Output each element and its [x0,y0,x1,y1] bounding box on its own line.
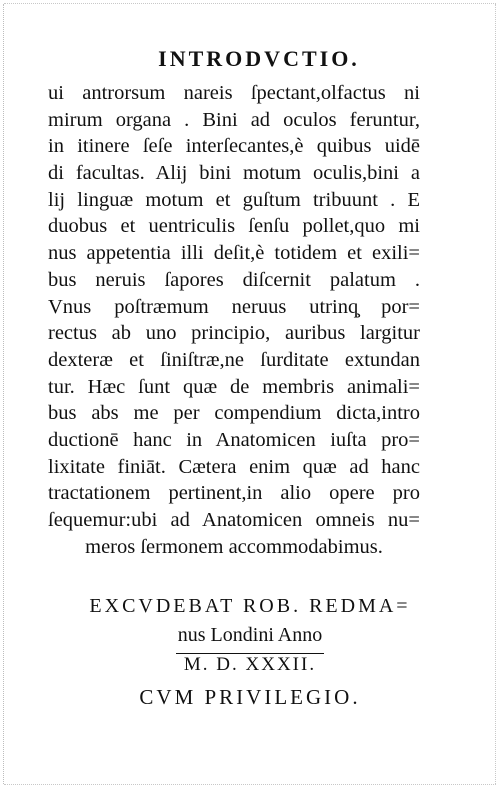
page-edge-bottom [4,784,496,785]
text-line: tractationem pertinent,in alio opere pro [48,482,420,505]
text-line-final: meros ſermonem accommodabimus. [85,535,383,558]
printer-line: EXCVDEBAT ROB. REDMA= [89,595,411,617]
text-line: lij linguæ motum et guſtum tribuunt . E [48,188,420,211]
text-line: dexteræ et ſiniſtræ,ne ſurditate extundan [48,348,420,371]
body-text [48,80,420,560]
text-line: in itinere ſeſe interſecantes,è quibus uidē [48,135,420,158]
text-line: tur. Hæc ſunt quæ de membris animali= [48,375,420,398]
text-line: rectus ab uno principio, auribus largitur [48,322,420,345]
running-head-text: INTRODVCTIO. [158,46,360,71]
text-line: bus abs me per compendium dicta,intro [48,402,420,425]
text-line: duobus et uentriculis ſenſu pollet,quo mi [48,215,420,238]
text-line: mirum organa . Bini ad oculos feruntur, [48,108,420,131]
text-line: nus appetentia illi deſit,è totidem et exili= [48,242,420,265]
privilege-line: CVM PRIVILEGIO. [139,685,361,709]
text-line: ductionē hanc in Anatomicen iuſta pro= [48,428,420,451]
place-line: nus Londini Anno [177,624,323,646]
page-edge-top [4,3,496,4]
text-line: ſequemur:ubi ad Anatomicen omneis nu= [48,509,420,531]
running-head [0,46,500,72]
text-line: ui antrorsum nareis ſpectant,olfactus ni [48,82,420,104]
imprint-date: M. D. XXXII. [176,653,324,675]
text-line: bus neruis ſapores diſcernit palatum . [48,268,420,291]
text-line: di facultas. Alij bini motum oculis,bini a [48,162,420,185]
text-line: Vnus poſtræmum neruus utrinq̧ por= [48,295,420,318]
colophon [0,592,500,712]
text-line: lixitate finiāt. Cætera enim quæ ad hanc [48,455,420,478]
